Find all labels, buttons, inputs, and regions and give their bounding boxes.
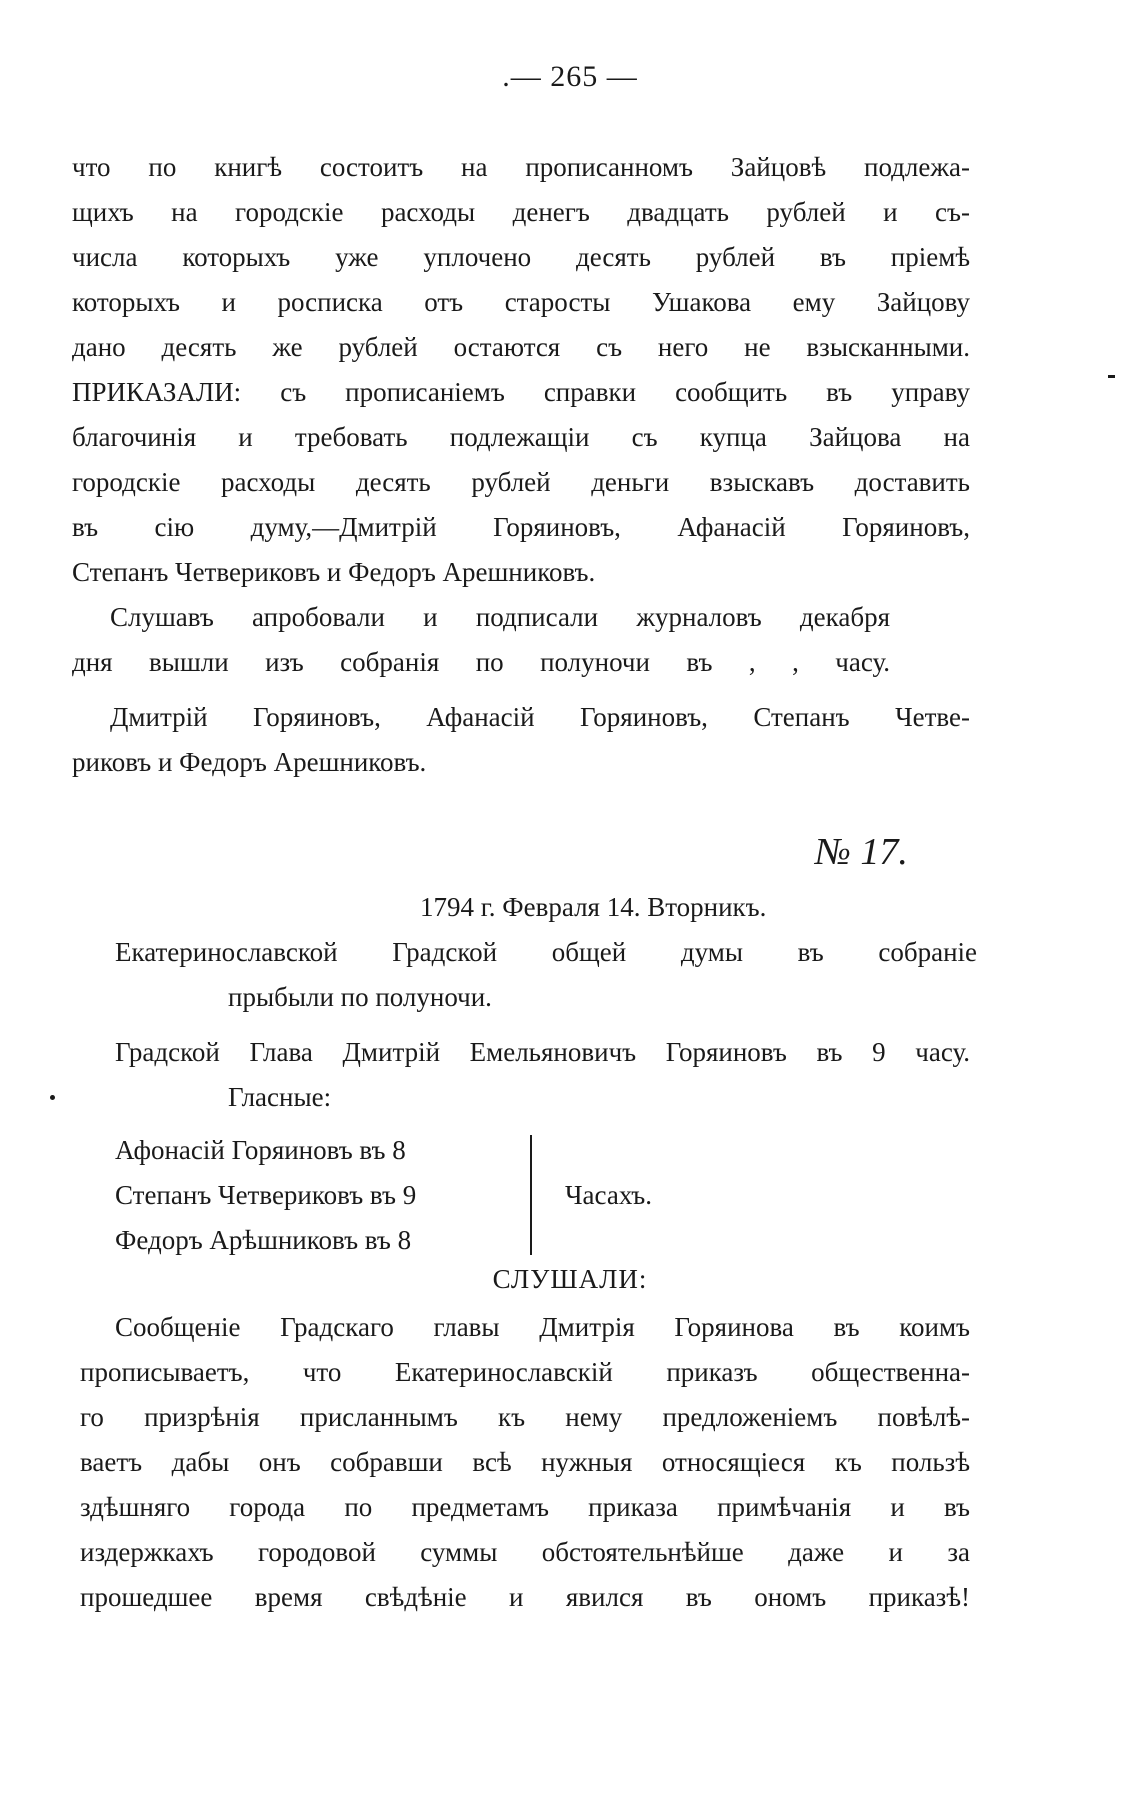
- text-line: Дмитрій Горяиновъ, Афанасій Горяиновъ, Степанъ Четве-: [110, 702, 970, 732]
- bracket: [530, 1135, 544, 1255]
- text-line: благочинія и требовать подлежащіи съ купца Зайцова на: [72, 422, 970, 452]
- text-line: ваетъ дабы онъ собравши всѣ нужныя относящіеся къ пользѣ: [80, 1447, 970, 1477]
- date-line: 1794 г. Февраля 14. Вторникъ.: [420, 892, 767, 922]
- text-line: риковъ и Федоръ Арешниковъ.: [72, 747, 427, 777]
- text-line: Екатеринославской Градской общей думы въ собраніе: [115, 937, 977, 967]
- hours-label: Часахъ.: [565, 1180, 653, 1210]
- member-row: Федоръ Арѣшниковъ въ 8: [115, 1225, 412, 1255]
- margin-mark: [50, 1095, 55, 1100]
- text-line: прошедшее время свѣдѣніе и явился въ ономъ приказѣ!: [80, 1582, 970, 1612]
- text-line: Степанъ Четвериковъ и Федоръ Арешниковъ.: [72, 557, 596, 587]
- text-line: прыбыли по полуночи.: [228, 982, 492, 1012]
- text-line: го призрѣнія присланнымъ къ нему предложеніемъ повѣлѣ-: [80, 1402, 970, 1432]
- text-line: Градской Глава Дмитрій Емельяновичъ Горяиновъ въ 9 часу.: [115, 1037, 970, 1067]
- text-line: которыхъ и росписка отъ старосты Ушакова ему Зайцову: [72, 287, 970, 317]
- text-line: издержкахъ городовой суммы обстоятельнѣйше даже и за: [80, 1537, 970, 1567]
- glasnye-label: Гласные:: [228, 1082, 332, 1112]
- text-line: числа которыхъ уже уплочено десять рублей въ пріемѣ: [72, 242, 970, 272]
- section-heading: СЛУШАЛИ:: [492, 1264, 648, 1294]
- text-line: городскіе расходы десять рублей деньги взыскавъ доставить: [72, 467, 970, 497]
- text-line: дано десять же рублей остаются съ него не взысканными.: [72, 332, 970, 362]
- margin-mark: [1108, 375, 1115, 378]
- text-line: ПРИКАЗАЛИ: съ прописаніемъ справки сообщить въ управу: [72, 377, 970, 407]
- text-line: дня вышли изъ собранія по полуночи въ , , часу.: [72, 647, 890, 677]
- page-number: .— 265 —: [502, 60, 638, 93]
- member-row: Степанъ Четвериковъ въ 9: [115, 1180, 417, 1210]
- text-line: прописываетъ, что Екатеринославскій приказъ общественна-: [80, 1357, 970, 1387]
- text-line: щихъ на городскіе расходы денегъ двадцать рублей и съ-: [72, 197, 970, 227]
- document-number: № 17.: [815, 831, 908, 873]
- text-line: въ сію думу,—Дмитрій Горяиновъ, Афанасій Горяиновъ,: [72, 512, 970, 542]
- text-line: Сообщеніе Градскаго главы Дмитрія Горяинова въ коимъ: [115, 1312, 970, 1342]
- text-line: здѣшняго города по предметамъ приказа примѣчанія и въ: [80, 1492, 970, 1522]
- member-row: Афонасій Горяиновъ въ 8: [115, 1135, 406, 1165]
- text-line: что по книгѣ состоитъ на прописанномъ Зайцовѣ подлежа-: [72, 152, 970, 182]
- text-line: Слушавъ апробовали и подписали журналовъ декабря: [110, 602, 890, 632]
